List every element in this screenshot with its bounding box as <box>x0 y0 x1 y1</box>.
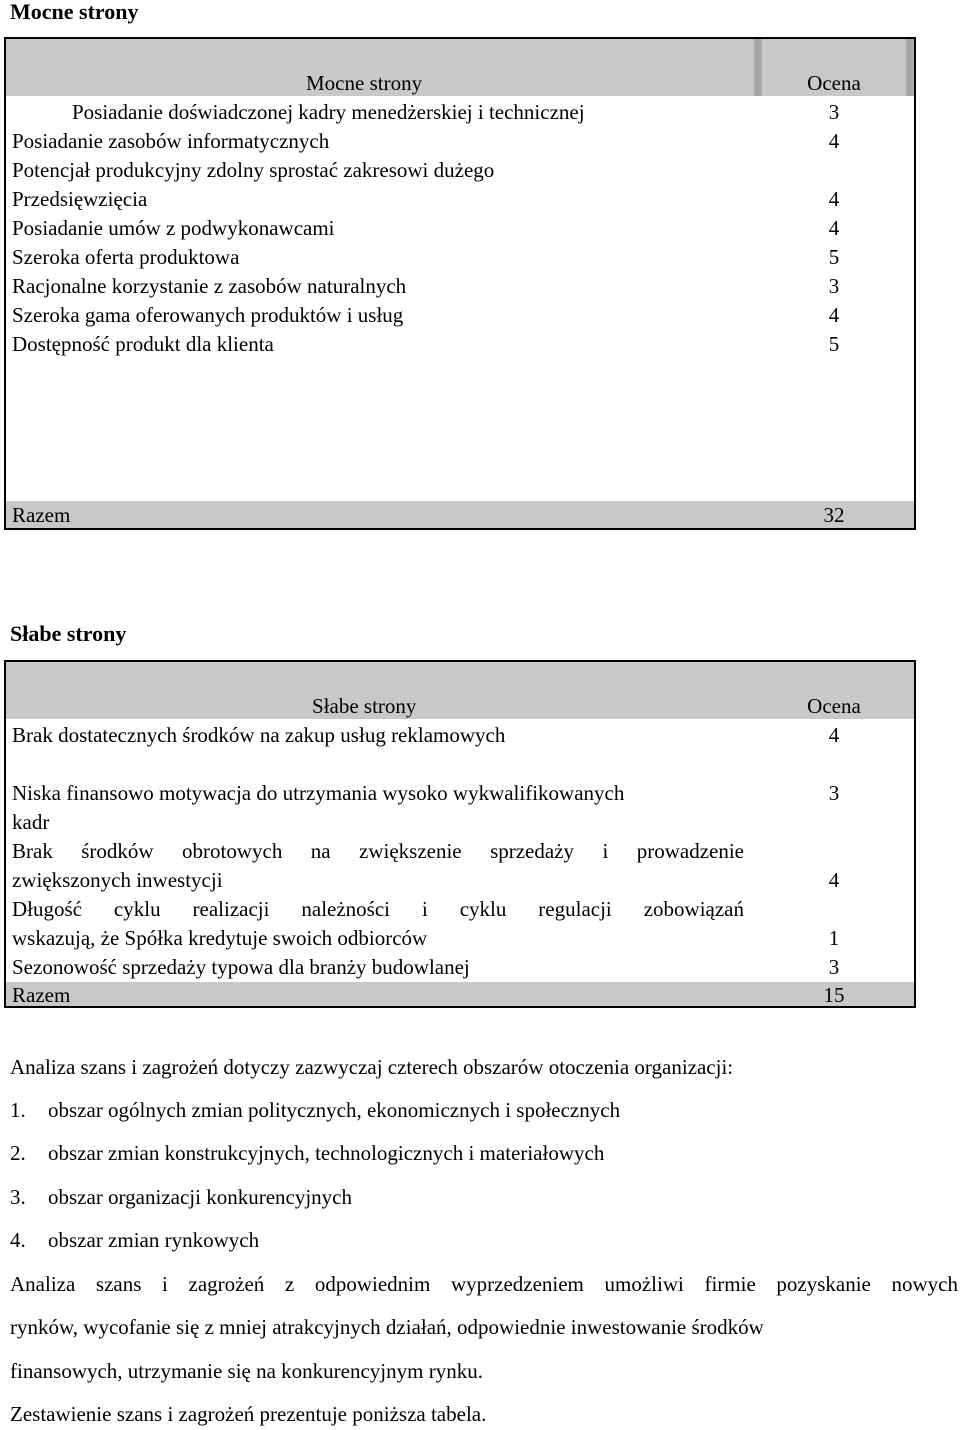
total-row <box>6 981 914 1010</box>
column-header-score: Ocena <box>807 694 861 718</box>
list-item-number: 2. <box>10 1141 26 1165</box>
list-item-text: obszar organizacji konkurencyjnych <box>48 1185 352 1209</box>
table-row <box>6 330 914 359</box>
row-score: 3 <box>828 955 840 979</box>
total-value: 15 <box>823 983 845 1007</box>
row-label: Przedsięwzięcia <box>12 187 148 211</box>
row-score: 3 <box>828 781 840 805</box>
column-header-name: Mocne strony <box>306 71 423 95</box>
row-score: 4 <box>828 216 840 240</box>
row-label: Długość cyklu realizacji należności i cyklu regulacji zobowiązań <box>12 897 744 921</box>
table-header <box>6 69 914 98</box>
weaknesses-heading: Słabe strony <box>10 621 127 646</box>
row-label: Sezonowość sprzedaży typowa dla branży budowlanej <box>12 955 470 979</box>
table-row <box>6 156 914 185</box>
table-row <box>6 779 914 808</box>
row-label: Brak środków obrotowych na zwiększenie sprzedaży i prowadzenie <box>12 839 744 863</box>
table-row <box>6 953 914 982</box>
row-label: Brak dostatecznych środków na zakup usług reklamowych <box>12 723 506 747</box>
row-label: Szeroka gama oferowanych produktów i usług <box>12 303 404 327</box>
row-label: kadr <box>12 810 50 834</box>
table-row-continuation <box>6 866 914 895</box>
paragraph-line: finansowych, utrzymanie się na konkurencyjnym rynku. <box>10 1359 483 1383</box>
strengths-table <box>4 37 916 530</box>
row-label: Dostępność produkt dla klienta <box>12 332 274 356</box>
closing-sentence: Zestawienie szans i zagrożeń prezentuje poniższa tabela. <box>10 1402 487 1426</box>
list-item-number: 1. <box>10 1098 26 1122</box>
table-row <box>6 895 914 924</box>
row-label: Szeroka oferta produktowa <box>12 245 240 269</box>
row-score: 4 <box>828 868 840 892</box>
strengths-heading: Mocne strony <box>10 0 139 24</box>
row-label: Posiadanie doświadczonej kadry menedżerskiej i technicznej <box>72 100 585 124</box>
total-label: Razem <box>12 983 71 1007</box>
row-score: 5 <box>828 332 840 356</box>
table-row-continuation <box>6 924 914 953</box>
total-row <box>6 501 914 530</box>
row-score: 4 <box>828 723 840 747</box>
list-item-text: obszar zmian rynkowych <box>48 1228 260 1252</box>
row-label: zwiększonych inwestycji <box>12 868 223 892</box>
table-row <box>6 721 914 750</box>
row-label: wskazują, że Spółka kredytuje swoich odbiorców <box>12 926 428 950</box>
table-row <box>6 301 914 330</box>
row-label: Posiadanie zasobów informatycznych <box>12 129 330 153</box>
table-row <box>6 243 914 272</box>
row-score: 1 <box>828 926 840 950</box>
paragraph-line: rynków, wycofanie się z mniej atrakcyjnych działań, odpowiednie inwestowanie środków <box>10 1315 764 1339</box>
table-row <box>6 214 914 243</box>
row-label: Potencjał produkcyjny zdolny sprostać zakresowi dużego <box>12 158 495 182</box>
analysis-intro: Analiza szans i zagrożeń dotyczy zazwyczaj czterech obszarów otoczenia organizacji: <box>10 1055 734 1079</box>
table-header <box>6 692 914 721</box>
weaknesses-table <box>4 660 916 1008</box>
list-item-number: 3. <box>10 1185 26 1209</box>
row-score: 3 <box>828 100 840 124</box>
table-row <box>6 837 914 866</box>
total-value: 32 <box>823 503 845 527</box>
row-score: 4 <box>828 303 840 327</box>
table-row <box>6 185 914 214</box>
total-label: Razem <box>12 503 71 527</box>
paragraph-line: Analiza szans i zagrożeń z odpowiednim wyprzedzeniem umożliwi firmie pozyskanie nowych <box>10 1272 958 1296</box>
column-header-score: Ocena <box>807 71 861 95</box>
list-item-text: obszar ogólnych zmian politycznych, ekonomicznych i społecznych <box>48 1098 621 1122</box>
row-label: Niska finansowo motywacja do utrzymania wysoko wykwalifikowanych <box>12 781 625 805</box>
row-label: Posiadanie umów z podwykonawcami <box>12 216 335 240</box>
list-item-number: 4. <box>10 1228 26 1252</box>
table-row <box>6 272 914 301</box>
row-score: 3 <box>828 274 840 298</box>
row-score: 5 <box>828 245 840 269</box>
table-row <box>6 127 914 156</box>
row-score: 4 <box>828 129 840 153</box>
table-row <box>6 98 914 127</box>
table-row-continuation <box>6 808 914 837</box>
list-item-text: obszar zmian konstrukcyjnych, technologicznych i materiałowych <box>48 1141 605 1165</box>
row-score: 4 <box>828 187 840 211</box>
column-header-name: Słabe strony <box>312 694 417 718</box>
row-label: Racjonalne korzystanie z zasobów naturalnych <box>12 274 407 298</box>
